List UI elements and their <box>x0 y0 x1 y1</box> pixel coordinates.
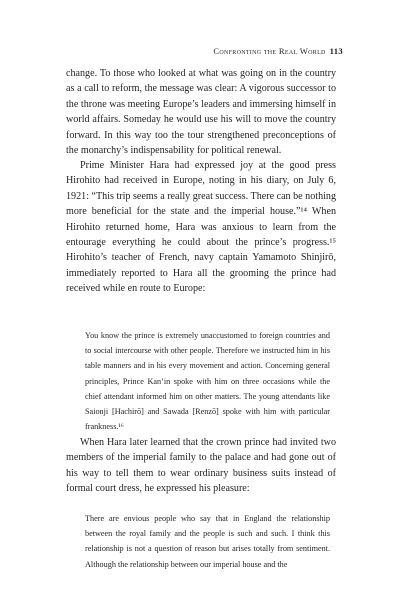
paragraph-3 <box>66 435 336 497</box>
running-head <box>213 46 343 56</box>
block-quote-text: There are envious people who say that in England the relationship between the royal family and the people is such and such. I think this relationship is not a question of reason but arises totally from sentiment. Although the relationship between our imperial house and the <box>85 514 330 569</box>
paragraph-text: change. To those who looked at what was going on in the country as a call to reform, the message was clear: A vigorous successor to the throne was meeting Europe’s leaders and immersing himself in world affairs. Someday he would use his will to move the country forward. In this way too the tour strengthened preconceptions of the monarchy’s indispensability for political renewal. <box>66 68 336 157</box>
block-quote-1 <box>85 328 330 434</box>
paragraph-text: When Hara later learned that the crown prince had invited two members of the imperial family to the palace and had gone out of his way to tell them to wear ordinary business suits instead of formal court dress, he expressed his pleasure: <box>66 437 336 495</box>
paragraph-text: Prime Minister Hara had expressed joy at the good press Hirohito had received in Europe, noting in his diary, on July 6, 1921: “This trip seems a really great success. There can be nothing more beneficial for the state and the imperial house.”¹⁴ When Hirohito returned home, Hara was anxious to learn from the entourage everything he could about the prince’s progress.¹⁵ Hirohito’s teacher of French, navy captain Yamamoto Shinjirō, immediately reported to Hara all the grooming the prince had received while en route to Europe: <box>66 160 337 295</box>
block-quote-text: You know the prince is extremely unaccustomed to foreign countries and to social intercourse with other people. Therefore we instructed him in his table manners and in his every movement and action. Concerning general principles, Prince Kan’in spoke with him on three occasions while the chief attendant informed him on other matters. The young attendants like Saionji [Hachirō] and Sawada [Renzō] spoke with him with particular frankness.¹⁶ <box>85 331 330 432</box>
block-quote-2 <box>85 511 330 572</box>
paragraph-2 <box>66 158 336 297</box>
paragraph-1 <box>66 66 336 158</box>
page-number: 113 <box>329 46 343 56</box>
running-head-title: Confronting the Real World <box>213 46 326 56</box>
